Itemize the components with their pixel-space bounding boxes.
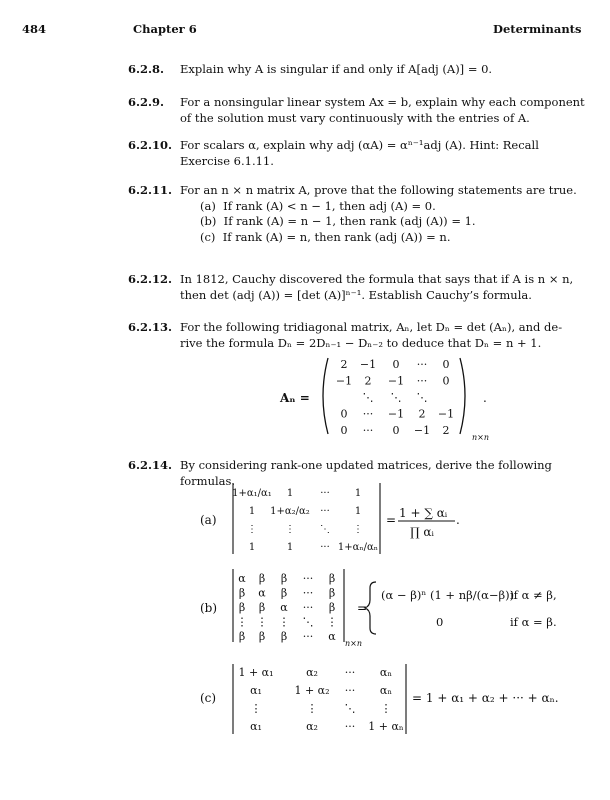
formula-b (200, 566, 600, 648)
matrix-cell: 1+αₙ/αₙ (337, 542, 379, 553)
matrix-cell: β (280, 572, 288, 585)
matrix-cell: 1 (286, 542, 294, 553)
exercise-text: Explain why A is singular if and only if A[adj (A)] = 0. (180, 62, 493, 76)
matrix-cell: ··· (302, 586, 314, 600)
page-number: 484 (22, 22, 47, 36)
rhs-numerator: 1 + ∑ αᵢ (399, 506, 448, 520)
matrix-cell: 1 (354, 488, 362, 499)
matrix-cell: ⋱ (416, 391, 428, 404)
exercise-text-line: For scalars α, explain why adj (αA) = αⁿ⁻¹adj (A). Hint: Recall (180, 138, 539, 152)
matrix-size-label: n×n (345, 639, 363, 648)
matrix-cell: 1 (248, 542, 256, 553)
chapter-title: Determinants (493, 22, 582, 36)
equals-sign: = (386, 513, 397, 527)
matrix-cell: β (328, 572, 336, 585)
rhs-sum: = 1 + α₁ + α₂ + ··· + αₙ. (412, 691, 559, 705)
matrix-cell: ⋮ (250, 702, 262, 715)
matrix-cell: ··· (302, 601, 314, 614)
matrix-cell: α₁ (250, 720, 262, 733)
exercise-text-line: of the solution must vary continuously with the entries of A. (180, 110, 530, 125)
left-paren (323, 358, 328, 434)
matrix-cell: α (238, 572, 246, 585)
part-label: (b) (200, 601, 218, 615)
case-one-expression: (α − β)ⁿ (1 + nβ/(α−β)) (381, 588, 515, 602)
matrix-cell: ··· (320, 488, 330, 499)
rhs-denominator: ∏ αᵢ (410, 525, 434, 539)
matrix-cell: α₂ (306, 666, 318, 679)
matrix-cell: ··· (416, 358, 428, 371)
matrix-cell: 0 (392, 358, 400, 371)
exercise-number: 6.2.12. (128, 272, 173, 286)
matrix-cell: 1 + α₂ (294, 684, 330, 697)
matrix-cell: ··· (362, 407, 374, 421)
matrix-cell: ⋮ (285, 524, 295, 535)
exercise-number: 6.2.9. (128, 95, 165, 109)
exercise-text-line: Exercise 6.1.11. (180, 153, 274, 168)
formula-period: . (456, 513, 460, 527)
matrix-cell: β (328, 586, 336, 600)
matrix-cell: ··· (344, 666, 356, 679)
matrix-cell: β (280, 586, 288, 600)
matrix-cell: −1 (437, 407, 455, 421)
exercise-text-line: For the following tridiagonal matrix, Aₙ, let Dₙ = det (Aₙ), and de- (180, 320, 563, 334)
matrix-cell: ··· (344, 684, 356, 697)
item-label: (c) (200, 229, 216, 244)
matrix-cell: ··· (320, 542, 330, 553)
matrix-cell: ⋮ (353, 524, 363, 535)
matrix-cell: ⋱ (344, 702, 356, 715)
exercise-text-line: then det (adj (A)) = [det (A)]ⁿ⁻¹. Establish Cauchy’s formula. (180, 287, 532, 302)
matrix-cell: ⋮ (256, 615, 268, 629)
matrix-cell: −1 (335, 374, 353, 388)
matrix-cell: ⋮ (236, 615, 248, 629)
matrix-cell: β (258, 572, 266, 585)
matrix-cell: β (258, 630, 266, 643)
matrix-cell: 2 (418, 407, 426, 421)
exercise-text-line: In 1812, Cauchy discovered the formula that says that if A is n × n, (180, 272, 574, 286)
matrix-cell: −1 (413, 424, 431, 437)
matrix-cell: β (238, 630, 246, 643)
matrix-cell: −1 (387, 374, 405, 388)
matrix-cell: 0 (340, 407, 348, 421)
matrix-cell: 2 (364, 374, 372, 388)
formula-c (200, 662, 600, 738)
matrix-cell: 0 (442, 358, 450, 371)
matrix-cell: α (258, 586, 266, 600)
case-two-condition: if α = β. (510, 615, 557, 629)
matrix-cell: β (238, 601, 246, 614)
tridiagonal-matrix (280, 352, 510, 444)
matrix-cell: −1 (359, 358, 377, 371)
case-one-condition: if α ≠ β, (510, 588, 557, 602)
formula-a (200, 480, 500, 560)
matrix-cell: β (280, 630, 288, 643)
matrix-cell: 1 (354, 506, 362, 517)
matrix-cell: ··· (344, 720, 356, 733)
matrix-cell: 2 (340, 358, 348, 371)
exercise-number: 6.2.13. (128, 320, 173, 334)
matrix-cell: 1 + αₙ (368, 720, 404, 733)
exercise-text-line: For an n × n matrix A, prove that the following statements are true. (180, 183, 577, 197)
matrix-size-label: n×n (472, 433, 490, 442)
matrix-cell: 1 + α₁ (238, 666, 274, 679)
matrix-cell: 0 (340, 424, 348, 437)
exercise-number: 6.2.11. (128, 183, 173, 197)
matrix-cell: ⋮ (247, 524, 257, 535)
item-label: (b) (200, 214, 217, 228)
matrix-cell: α₂ (306, 720, 318, 733)
equals-sign: = (357, 601, 368, 615)
matrix-cell: 2 (442, 424, 450, 437)
matrix-cell: ⋮ (278, 615, 290, 629)
matrix-cell: ⋱ (390, 391, 402, 404)
matrix-cell: ⋮ (380, 702, 392, 715)
matrix-cell: −1 (387, 407, 405, 421)
matrix-cell: 0 (442, 374, 450, 388)
item-text: If rank (A) = n, then rank (adj (A)) = n. (222, 229, 451, 244)
matrix-cell: ··· (302, 572, 314, 585)
sub-item (180, 230, 590, 246)
matrix-cell: ··· (416, 374, 428, 388)
matrix-cell: 1 (248, 506, 256, 517)
matrix-cell: ⋱ (302, 615, 314, 629)
exercise-number: 6.2.8. (128, 62, 165, 76)
exercise-number: 6.2.14. (128, 458, 173, 472)
sub-item (180, 214, 590, 230)
matrix-cell: β (258, 601, 266, 614)
matrix-cell: α (280, 601, 288, 614)
running-header (0, 22, 610, 38)
matrix-cell: 1 (286, 488, 294, 499)
matrix-cell: α₁ (250, 684, 262, 697)
case-two-expression: 0 (436, 615, 444, 629)
part-label: (a) (200, 513, 217, 527)
item-text: If rank (A) < n − 1, then adj (A) = 0. (223, 198, 436, 213)
matrix-cell: ⋮ (326, 615, 338, 629)
item-label: (a) (200, 198, 216, 213)
matrix-cell: 0 (392, 424, 400, 437)
matrix-cell: β (238, 586, 246, 600)
exercise-text: By considering rank-one updated matrices, derive the following formulas. (180, 458, 552, 488)
chapter-label: Chapter 6 (133, 22, 197, 36)
matrix-cell: αₙ (379, 666, 393, 679)
matrix-cell: ··· (320, 506, 330, 517)
right-paren (460, 358, 465, 434)
matrix-period: . (483, 391, 487, 405)
matrix-cell: β (328, 601, 336, 614)
matrix-cell: ··· (362, 424, 374, 437)
matrix-cell: αₙ (379, 684, 393, 697)
matrix-name: Aₙ = (280, 391, 310, 405)
matrix-cell: ⋱ (320, 524, 330, 535)
matrix-cell: α (328, 630, 336, 643)
sub-item (180, 199, 590, 215)
matrix-cell: ⋮ (306, 702, 318, 715)
matrix-cell: 1+α₂/α₂ (270, 506, 310, 517)
item-text: If rank (A) = n − 1, then rank (adj (A)) = 1. (223, 214, 476, 228)
matrix-cell: ⋱ (362, 391, 374, 404)
part-label: (c) (200, 691, 217, 705)
matrix-cell: ··· (302, 630, 314, 643)
exercise-text-line: For a nonsingular linear system Ax = b, explain why each component (180, 95, 585, 109)
exercise-number: 6.2.10. (128, 138, 173, 152)
matrix-cell: 1+α₁/α₁ (232, 488, 272, 499)
exercise-text-line: rive the formula Dₙ = 2Dₙ₋₁ − Dₙ₋₂ to deduce that Dₙ = n + 1. (180, 335, 542, 350)
